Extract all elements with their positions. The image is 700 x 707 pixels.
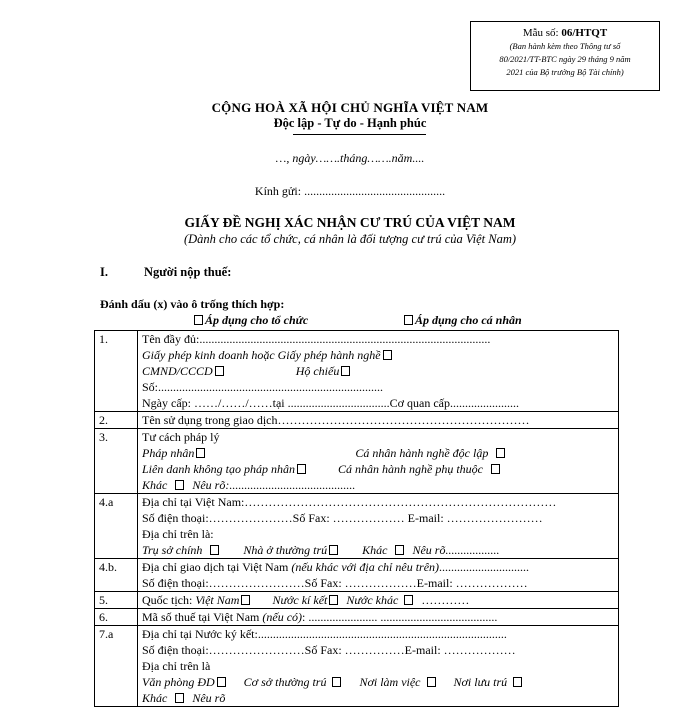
row-number: 1. [95, 331, 138, 412]
permanent-residence-label: Nhà ở thường trú [243, 543, 328, 557]
row-content [138, 494, 619, 559]
apply-individual-option[interactable] [402, 313, 522, 328]
row-number: 7.a [95, 626, 138, 707]
treaty-country-label: Nước kí kết [272, 593, 328, 607]
document-subtitle: (Dành cho các tổ chức, cá nhân là đối tượng cư trú của Việt Nam) [183, 232, 517, 246]
permanent-establishment-label: Cơ sở thường trú [243, 675, 327, 689]
residence-label: Nơi lưu trú [453, 675, 508, 689]
row-content [138, 559, 619, 592]
table-row [95, 494, 619, 559]
tax-code-dots: : ....................... ....................................... [302, 610, 498, 624]
trade-name-field[interactable]: Tên sử dụng trong giao dịch……………………………………………………… [142, 413, 530, 427]
national-motto: Độc lập - Tự do - Hạnh phúc [273, 116, 427, 130]
issue-info-field[interactable]: Ngày cấp: ……/……/……tại ..................................Cơ quan cấp....................... [142, 396, 519, 410]
row-content [138, 592, 619, 609]
table-row [95, 592, 619, 609]
date-line: …, ngày…….tháng…….năm.... [275, 151, 425, 165]
vn-address-field[interactable]: Địa chỉ tại Việt Nam:…………………………………………………………………… [142, 495, 557, 509]
apply-org-option[interactable] [192, 313, 308, 328]
mark-instruction: Đánh dấu (x) vào ô trống thích hợp: [100, 297, 285, 311]
transaction-address-dots: .............................. [439, 560, 530, 574]
checkbox[interactable] [332, 677, 341, 687]
vietnam-label: Việt Nam [195, 593, 240, 607]
apply-org-label: Áp dụng cho tổ chức [205, 313, 309, 327]
nationality-label: Quốc tịch: [142, 593, 196, 607]
row-number: 3. [95, 429, 138, 494]
table-row [95, 412, 619, 429]
independent-individual-label: Cá nhân hành nghề độc lập [355, 446, 489, 460]
checkbox[interactable] [329, 595, 338, 605]
table-row [95, 559, 619, 592]
checkbox[interactable] [341, 366, 350, 376]
id-type-options [142, 363, 614, 379]
address-type-label: Địa chỉ trên là: [142, 527, 214, 541]
table-row [95, 331, 619, 412]
other-label: Khác [142, 691, 168, 705]
row-content [138, 609, 619, 626]
workplace-label: Nơi làm việc [359, 675, 421, 689]
row-number: 5. [95, 592, 138, 609]
checkbox[interactable] [329, 545, 338, 555]
transaction-address-note: (nếu khác với địa chỉ nêu trên) [291, 560, 440, 574]
section-heading [100, 265, 231, 280]
row-number: 2. [95, 412, 138, 429]
other-label: Khác [142, 478, 168, 492]
motto-underline [293, 134, 426, 135]
table-row [95, 609, 619, 626]
form-note-line-3: 2021 của Bộ trưởng Bộ Tài chính) [506, 67, 624, 77]
checkbox[interactable] [404, 595, 413, 605]
checkbox[interactable] [241, 595, 250, 605]
form-note [477, 40, 653, 79]
form-code-value: 06/HTQT [561, 27, 608, 39]
checkbox[interactable] [404, 315, 413, 325]
checkbox[interactable] [194, 315, 203, 325]
tax-code-label: Mã số thuế tại Việt Nam [142, 610, 263, 624]
checkbox[interactable] [513, 677, 522, 687]
recipient-line: Kính gửi: ............................................... [254, 184, 446, 198]
row-content [138, 626, 619, 707]
nationality-options [142, 592, 614, 608]
treaty-address-other [142, 690, 614, 706]
row-content [138, 331, 619, 412]
row-content [138, 412, 619, 429]
row-content [138, 429, 619, 494]
other-country-field[interactable]: ………… [421, 593, 470, 607]
country-name: CỘNG HOÀ XÃ HỘI CHỦ NGHĨA VIỆT NAM [211, 100, 489, 115]
contact-field[interactable]: Số điện thoại:……………………Số Fax: ………………E-mail: ……………… [142, 576, 528, 590]
tax-code-field[interactable] [142, 609, 614, 625]
passport-label: Hộ chiếu [295, 364, 340, 378]
specify-field[interactable]: Nêu rõ:.......................................... [192, 478, 356, 492]
legal-status-options-1 [142, 445, 614, 461]
checkbox[interactable] [297, 464, 306, 474]
checkbox[interactable] [395, 545, 404, 555]
other-label: Khác [362, 543, 388, 557]
row-number: 4.a [95, 494, 138, 559]
taxpayer-info-table [94, 330, 619, 707]
checkbox[interactable] [215, 366, 224, 376]
address-type-label: Địa chỉ trên là [142, 659, 211, 673]
apply-individual-label: Áp dụng cho cá nhân [415, 313, 522, 327]
checkbox[interactable] [175, 693, 184, 703]
license-option[interactable] [142, 347, 614, 363]
checkbox[interactable] [210, 545, 219, 555]
checkbox[interactable] [496, 448, 505, 458]
legal-entity-label: Pháp nhân [142, 446, 195, 460]
treaty-address-type-options [142, 674, 614, 690]
head-office-label: Trụ sở chính [142, 543, 203, 557]
tax-code-note: (nếu có) [262, 610, 303, 624]
legal-status-label: Tư cách pháp lý [142, 430, 220, 444]
address-type-options [142, 542, 614, 558]
rep-office-label: Văn phòng ĐD [142, 675, 215, 689]
legal-status-options-3 [142, 477, 614, 493]
id-number-field[interactable]: Số:........................................................................... [142, 380, 384, 394]
document-title: GIẤY ĐỀ NGHỊ XÁC NHẬN CƯ TRÚ CỦA VIỆT NAM [184, 215, 516, 230]
checkbox[interactable] [491, 464, 500, 474]
form-number-box [470, 21, 660, 91]
legal-status-options-2 [142, 461, 614, 477]
table-row [95, 626, 619, 707]
checkbox[interactable] [217, 677, 226, 687]
dependent-individual-label: Cá nhân hành nghề phụ thuộc [338, 462, 483, 476]
specify-field[interactable]: Nêu rõ [192, 691, 226, 705]
license-label: Giấy phép kinh doanh hoặc Giấy phép hành nghề [142, 348, 381, 362]
checkbox[interactable] [196, 448, 205, 458]
row-number: 6. [95, 609, 138, 626]
form-code [477, 27, 653, 39]
full-name-field[interactable]: Tên đầy đủ:................................................................................................. [142, 332, 491, 346]
checkbox[interactable] [427, 677, 436, 687]
table-row [95, 429, 619, 494]
transaction-address-field[interactable] [142, 559, 614, 575]
consortium-label: Liên danh không tạo pháp nhân [142, 462, 295, 476]
row-number: 4.b. [95, 559, 138, 592]
specify-field[interactable]: Nêu rõ.................. [412, 543, 500, 557]
form-note-line-2: 80/2021/TT-BTC ngày 29 tháng 9 năm [499, 54, 631, 64]
contact-field[interactable]: Số điện thoại:……………………Số Fax: ……………E-mail: ……………… [142, 643, 516, 657]
other-country-label: Nước khác [346, 593, 399, 607]
section-label: Người nộp thuế: [144, 265, 232, 279]
contact-field[interactable]: Số điện thoại:…………………Số Fax: ……………… E-mail: …………………… [142, 511, 543, 525]
section-number: I. [100, 265, 108, 279]
checkbox[interactable] [383, 350, 392, 360]
form-code-prefix: Mẫu số: [522, 27, 562, 39]
form-note-line-1: (Ban hành kèm theo Thông tư số [509, 41, 621, 51]
transaction-address-label: Địa chỉ giao dịch tại Việt Nam [142, 560, 292, 574]
id-card-label: CMND/CCCD [142, 364, 213, 378]
checkbox[interactable] [175, 480, 184, 490]
treaty-address-field[interactable]: Địa chỉ tại Nước ký kết:................................................................................... [142, 627, 507, 641]
